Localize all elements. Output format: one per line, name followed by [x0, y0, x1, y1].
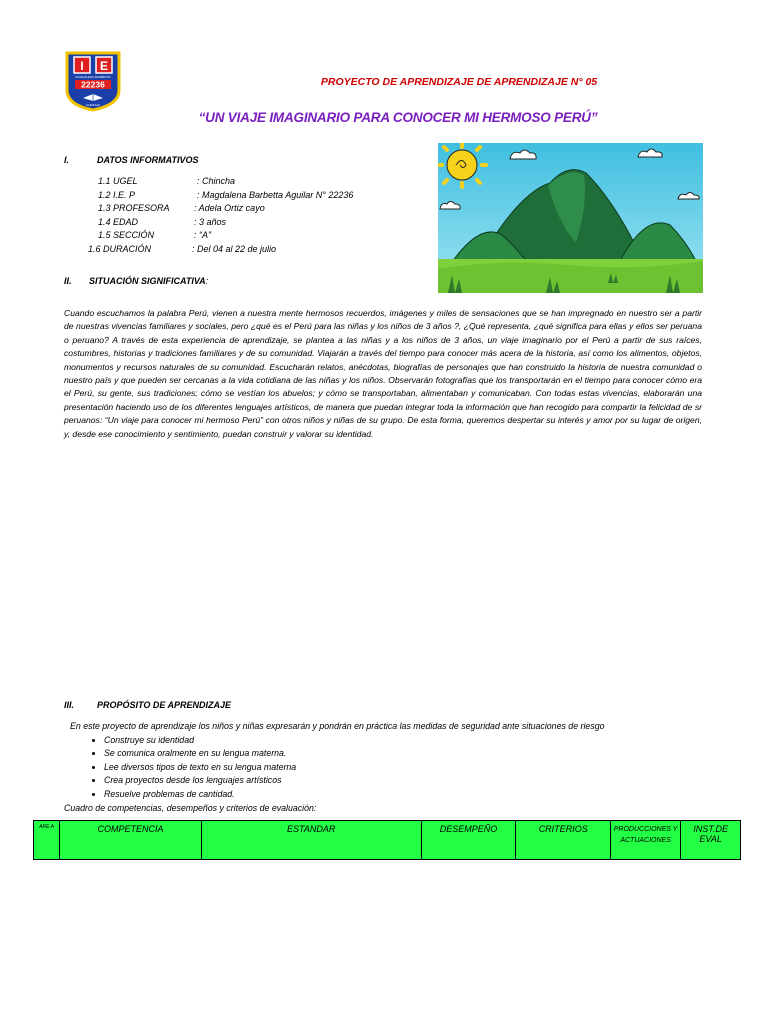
logo-school-name: MAGDALENA BARBETTA — [75, 75, 111, 79]
info-key: 1.2 I.E. P — [98, 189, 136, 200]
info-key: 1.1 UGEL — [98, 176, 138, 186]
info-row-edad — [88, 216, 388, 230]
info-value: : “A” — [194, 230, 211, 240]
list-item: • Lee diversos tipos de texto en su lengua materna — [104, 761, 714, 775]
project-subtitle: “UN VIAJE IMAGINARIO PARA CONOCER MI HERMOSO PERÚ” — [198, 110, 598, 125]
section-2-heading — [89, 276, 208, 286]
info-row-duracion — [88, 243, 388, 257]
info-list — [88, 175, 388, 256]
header-cell-criterios: CRITERIOS — [516, 821, 610, 860]
list-item: • Crea proyectos desde los lenguajes artísticos — [104, 774, 714, 788]
info-row-profesora — [88, 202, 388, 216]
competency-list — [64, 734, 714, 802]
grass-icon — [438, 259, 703, 293]
info-key: 1.5 SECCIÓN — [98, 230, 155, 240]
info-value: : Del 04 al 22 de julio — [192, 243, 277, 254]
proposito-block — [64, 720, 714, 815]
peru-landscape-illustration — [438, 143, 703, 293]
competency-table — [33, 820, 741, 860]
section-2-number: II. — [64, 276, 72, 286]
info-value: : Magdalena Barbetta Aguilar N° 22236 — [197, 189, 354, 200]
section-1-title: DATOS INFORMATIVOS — [97, 155, 199, 165]
info-value: : 3 años — [194, 216, 227, 227]
section-3-number: III. — [64, 700, 75, 710]
info-row-iep — [88, 189, 388, 203]
info-value: : Chincha — [197, 176, 236, 186]
header-cell-estandar: ESTANDAR — [201, 821, 421, 860]
section-2-title: SITUACIÓN SIGNIFICATIVA — [89, 276, 206, 286]
table-caption: Cuadro de competencias, desempeños y criterios de evaluación: — [64, 802, 317, 813]
header-cell-producciones: PRODUCCIONES Y ACTUACIONES — [610, 821, 680, 860]
header-cell-inst-eval: INST.DE EVAL — [681, 821, 741, 860]
info-row-seccion — [88, 229, 388, 243]
info-value: : Adela Ortiz cayo — [194, 203, 265, 213]
info-key: 1.6 DURACIÓN — [88, 243, 152, 254]
section-1-number: I. — [64, 155, 70, 165]
section-3-title: PROPÓSITO DE APRENDIZAJE — [97, 700, 232, 710]
proposito-intro: En este proyecto de aprendizaje los niños y niñas expresarán y pondrán en práctica las medidas de seguridad ante situaciones de riesgo — [70, 721, 605, 731]
list-item: • Se comunica oralmente en su lengua materna. — [104, 747, 714, 761]
header-cell-area: ARE A — [34, 821, 60, 860]
logo-letter-e: E — [99, 59, 109, 73]
info-key: 1.4 EDAD — [98, 216, 139, 227]
logo-place: CHINCHA — [86, 103, 100, 107]
project-title: PROYECTO DE APRENDIZAJE DE APRENDIZAJE N° 05 — [320, 76, 598, 88]
logo-letter-i: I — [80, 59, 84, 73]
table-header-row — [34, 821, 741, 860]
info-key: 1.3 PROFESORA — [98, 203, 170, 213]
logo-number: 22236 — [81, 79, 105, 90]
header-cell-competencia: COMPETENCIA — [60, 821, 202, 860]
section-2-colon: : — [205, 276, 209, 286]
header-cell-desempeno: DESEMPEÑO — [421, 821, 516, 860]
situacion-paragraph: Cuando escuchamos la palabra Perú, vienen a nuestra mente hermosos recuerdos, imágenes y miles de sensaciones que se han impregnado en nuestro ser a partir de nuestras vivencias familiares y sociales, pero ¿qué es el Perú para las niñas y los niños de 3 años ?, ¿Qué representa, ¿qué significa para ellas y ellos ser peruana o peruano? A través de esta experiencia de aprendizaje, se plantea a las niñas y a los niños de 3 años, un viaje imaginario por el Perú a partir de sus raíces, costumbres, historias y tradiciones familiares y de su comunidad. Viajarán a través del tiempo para conocer más acera de la historia, así como los alimentos, objetos, monumentos y recursos naturales de su comunidad. Escucharán relatos, anécdotas, biografías de personajes que han construido la historia de nuestra comunidad o nuestro país y que pueden ser cercanas a la vida cotidiana de las niñas y los niños. Observarán fotografías que los transportarán en el tiempo para conocer cómo era el Perú, su gente, sus tradiciones; cómo se vestían los abuelos; y cómo se transportaban, alimentaban y comunicaban. Con todas estas vivencias, elaborarán una presentación haciendo uso de los diferentes lenguajes artísticos, de manera que puedan integrar toda la información que han recogido para compartir la felicidad de sr peruanos: “Un viaje para conocer mi hermoso Perú” con otros niños y niñas de su grupo. De esta forma, queremos despertar su interés y amor por su lugar de origen, y, desde ese conocimiento y sentimiento, puedan construir y valorar su identidad. — [64, 308, 702, 439]
info-row-ugel — [88, 175, 388, 189]
list-item: • Resuelve problemas de cantidad. — [104, 788, 714, 802]
list-item: • Construye su identidad — [104, 734, 714, 748]
